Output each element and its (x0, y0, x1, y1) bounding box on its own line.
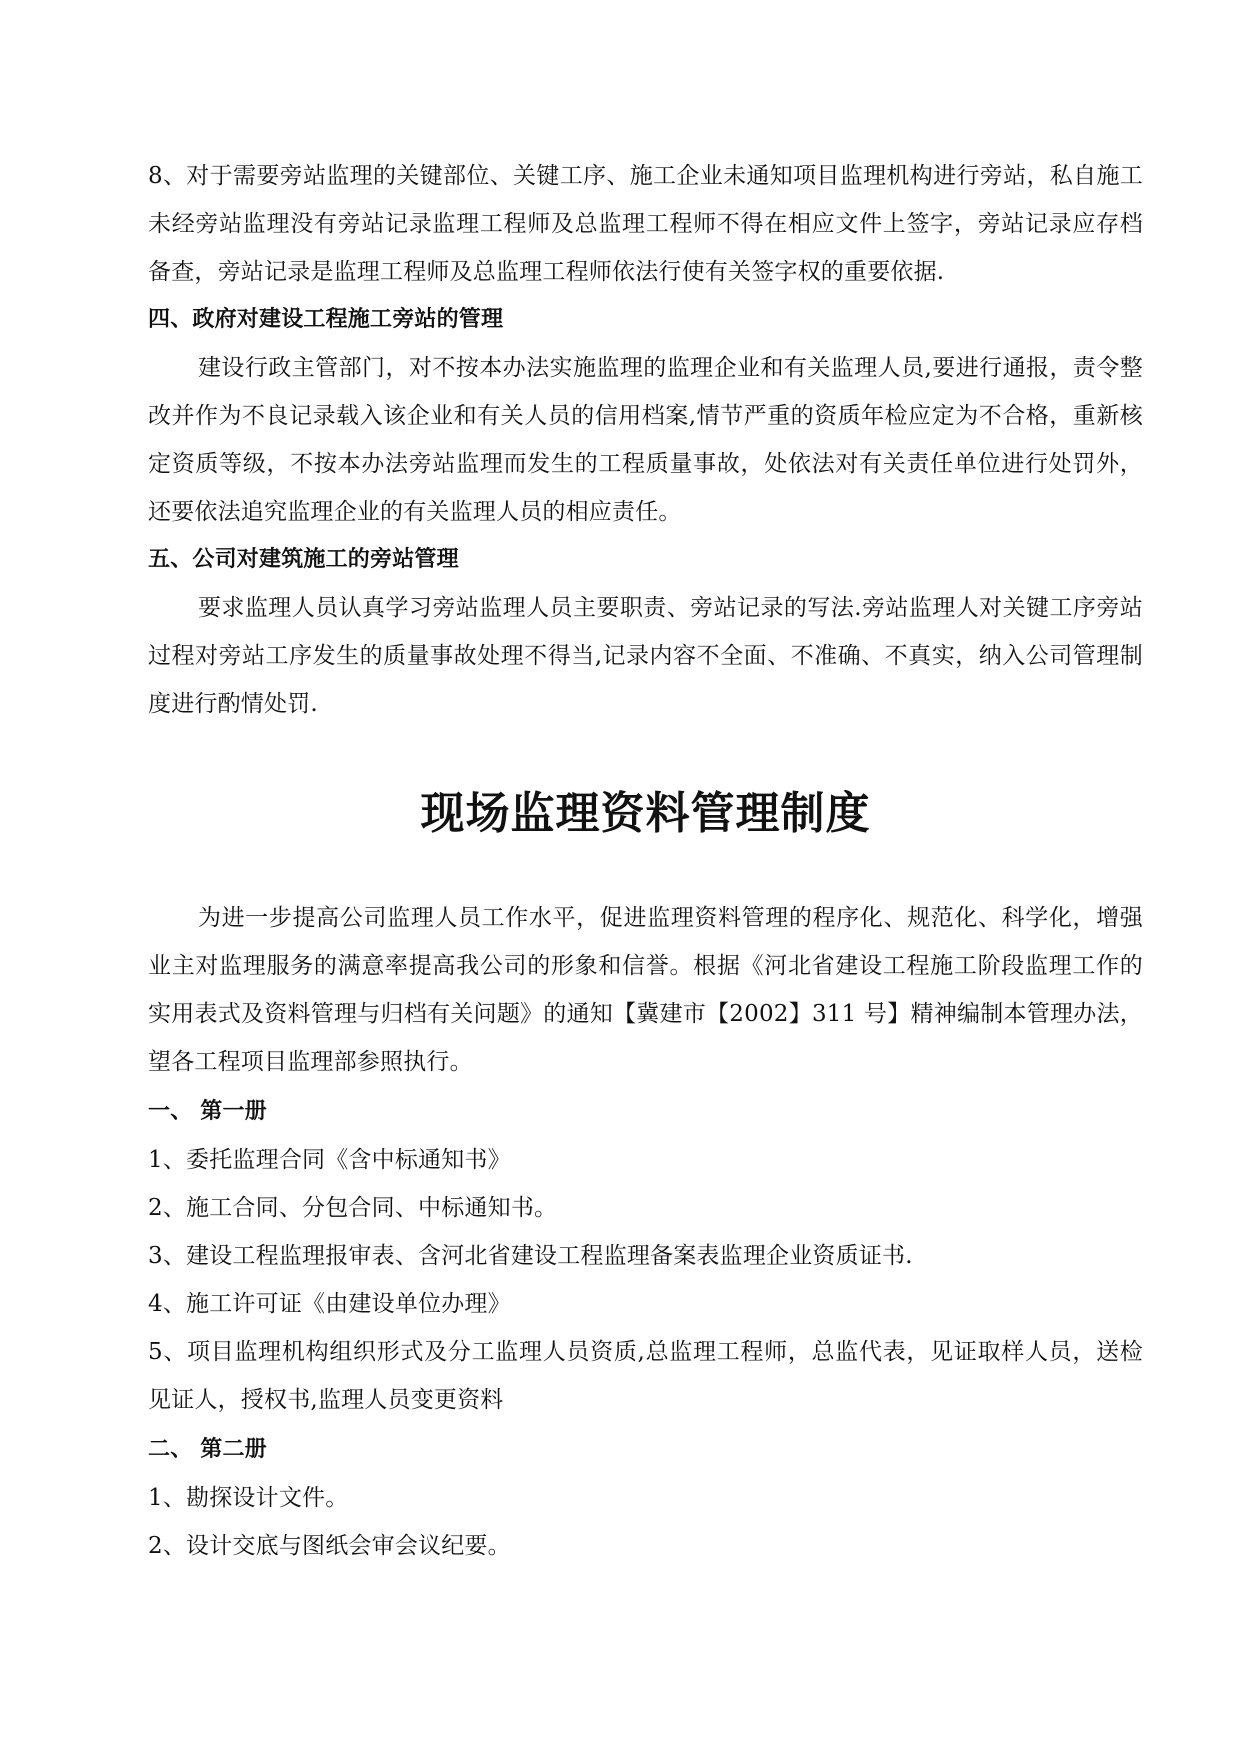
section-five-heading: 五、公司对建筑施工的旁站管理 (148, 547, 459, 572)
volume-one-item-3: 3、建设工程监理报审表、含河北省建设工程监理备案表监理企业资质证书. (148, 1243, 913, 1269)
volume-one-item-4: 4、施工许可证《由建设单位办理》 (148, 1291, 511, 1317)
volume-one-item-5: 5、项目监理机构组织形式及分工监理人员资质,总监理工程师，总监代表，见证取样人员，送检见证人，授权书,监理人员变更资料 (148, 1339, 1143, 1413)
section-four-paragraph: 建设行政主管部门，对不按本办法实施监理的监理企业和有关监理人员,要进行通报，责令整改并作为不良记录载入该企业和有关人员的信用档案,情节严重的资质年检应定为不合格，重新核定资质等级，不按本办法旁站监理而发生的工程质量事故，处依法对有关责任单位进行处罚外，还要依法追究监理企业的有关监理人员的相应责任。 (148, 355, 1143, 525)
main-intro-paragraph: 为进一步提高公司监理人员工作水平，促进监理资料管理的程序化、规范化、科学化，增强业主对监理服务的满意率提高我公司的形象和信誉。根据《河北省建设工程施工阶段监理工作的实用表式及资料管理与归档有关问题》的通知【冀建市【2002】311 号】精神编制本管理办法，望各工程项目监理部参照执行。 (148, 905, 1143, 1075)
volume-one-item-2: 2、施工合同、分包合同、中标通知书。 (148, 1195, 558, 1221)
volume-one-heading: 一、 第一册 (148, 1099, 267, 1124)
document-content (148, 152, 1143, 1570)
volume-two-item-1: 1、勘探设计文件。 (148, 1485, 349, 1511)
section-five-paragraph: 要求监理人员认真学习旁站监理人员主要职责、旁站记录的写法.旁站监理人对关键工序旁站过程对旁站工序发生的质量事故处理不得当,记录内容不全面、不准确、不真实，纳入公司管理制度进行酌情处罚. (148, 595, 1143, 717)
intro-item-8: 8、对于需要旁站监理的关键部位、关键工序、施工企业未通知项目监理机构进行旁站，私自施工未经旁站监理没有旁站记录监理工程师及总监理工程师不得在相应文件上签字，旁站记录应存档备查，旁站记录是监理工程师及总监理工程师依法行使有关签字权的重要依据. (148, 163, 1143, 285)
section-four-heading: 四、政府对建设工程施工旁站的管理 (148, 307, 504, 332)
volume-two-heading: 二、 第二册 (148, 1437, 267, 1462)
volume-one-item-1: 1、委托监理合同《含中标通知书》 (148, 1147, 511, 1173)
volume-two-item-2: 2、设计交底与图纸会审会议纪要。 (148, 1533, 511, 1559)
main-title: 现场监理资料管理制度 (420, 788, 871, 839)
